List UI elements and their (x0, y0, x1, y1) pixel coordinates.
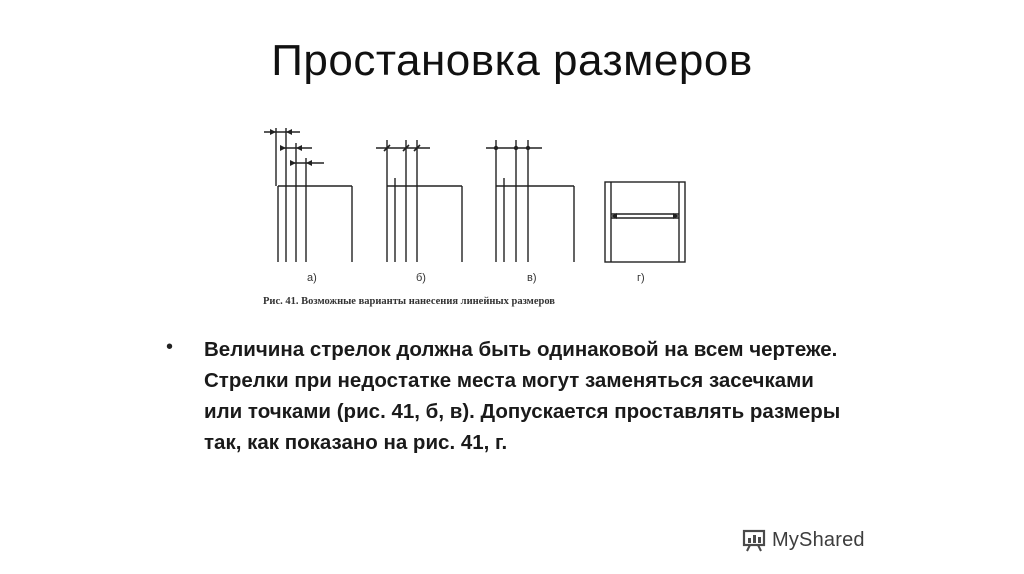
drawing-v (486, 140, 574, 262)
presentation-board-icon (742, 528, 768, 552)
watermark (742, 528, 865, 552)
drawing-b (376, 140, 462, 262)
bullet-text: Величина стрелок должна быть одинаковой на всем чертеже. Стрелки при недостатке места могут заменяться засечками или точками (рис. 41, б, в). Допускается проставлять размеры так, как показано на рис. 41, г. (204, 338, 841, 454)
figure-label-v: в) (527, 272, 537, 284)
drawing-g (605, 182, 685, 262)
figure-41 (250, 118, 700, 318)
figure-label-g: г) (637, 272, 645, 284)
watermark-brand: MyShared (772, 528, 865, 551)
figure-label-a: а) (307, 272, 317, 284)
dimension-drawings (250, 118, 700, 318)
figure-label-b: б) (416, 272, 426, 284)
drawing-a (264, 128, 352, 262)
figure-caption: Рис. 41. Возможные варианты нанесения линейных размеров (263, 296, 555, 307)
slide-title: Простановка размеров (271, 36, 753, 85)
bullet-marker: • (166, 336, 174, 358)
